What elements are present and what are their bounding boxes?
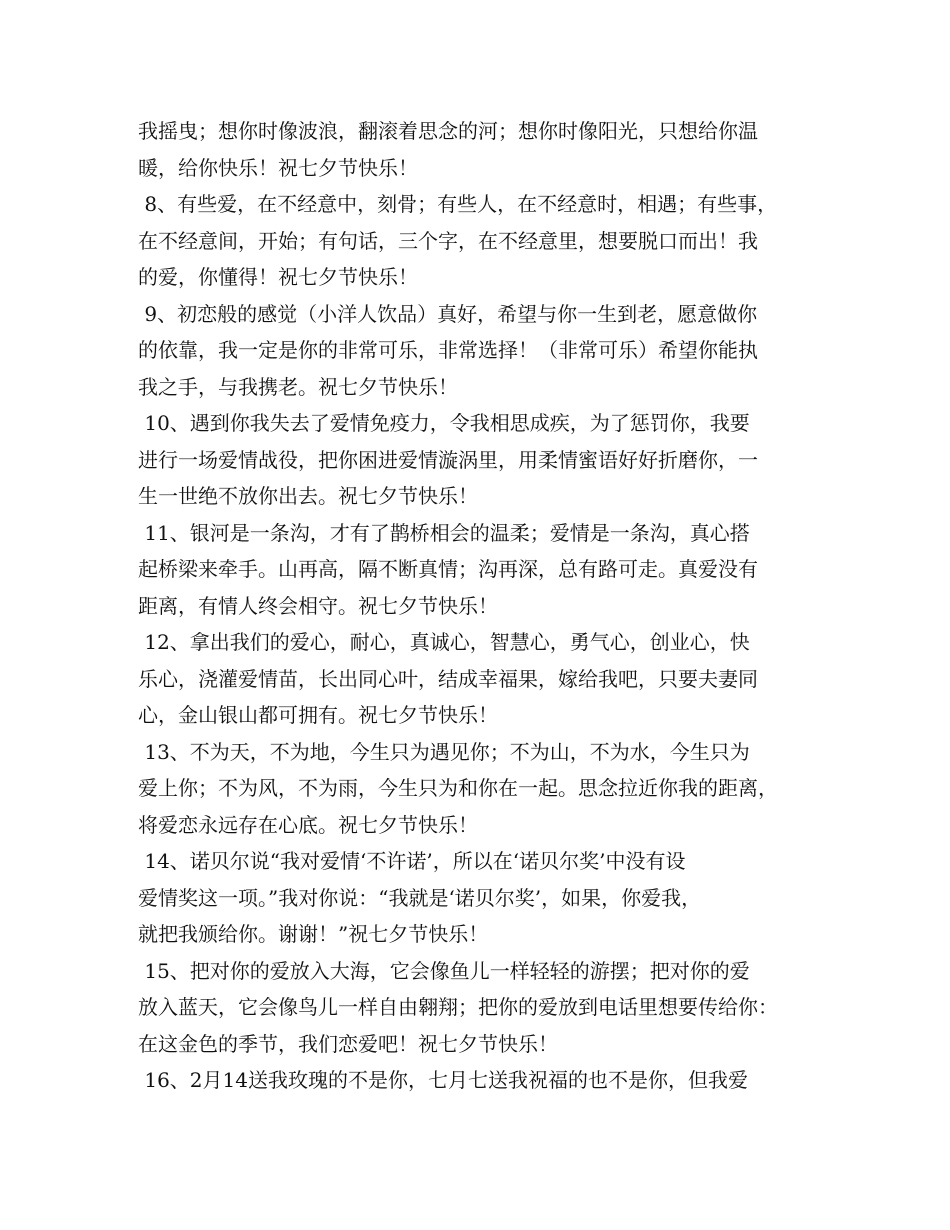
text-line: 生一世绝不放你出去。祝七夕节快乐！ <box>138 484 478 508</box>
text-line: 暖，给你快乐！祝七夕节快乐！ <box>138 155 418 180</box>
text-line: 将爱恋永远存在心底。祝七夕节快乐！ <box>138 812 478 837</box>
text-line: 就把我颁给你。谢谢！”祝七夕节快乐！ <box>138 922 489 946</box>
text-line: 的爱，你懂得！祝七夕节快乐！ <box>138 265 418 289</box>
text-line: 我之手，与我携老。祝七夕节快乐！ <box>138 374 458 399</box>
text-line: 9、初恋般的感觉（小洋人饮品）真好，希望与你一生到老，愿意做你 <box>138 301 758 326</box>
text-line: 10、遇到你我失去了爱情免疫力，令我相思成疾，为了惩罚你，我要 <box>138 411 750 435</box>
text-line: 14、诺贝尔说“我对爱情‘不许诺’，所以在‘诺贝尔奖’中没有设 <box>138 849 686 873</box>
text-line: 13、不为天，不为地，今生只为遇见你；不为山，不为水，今生只为 <box>138 739 750 764</box>
body-text <box>138 113 828 1099</box>
text-line: 在不经意间，开始；有句话，三个字，在不经意里，想要脱口而出！我 <box>138 228 758 253</box>
text-line: 爱情奖这一项。”我对你说：“我就是‘诺贝尔奖’，如果，你爱我， <box>138 885 702 910</box>
text-line: 11、银河是一条沟，才有了鹊桥相会的温柔；爱情是一条沟，真心搭 <box>138 520 750 545</box>
text-line: 在这金色的季节，我们恋爱吧！祝七夕节快乐！ <box>138 1031 558 1056</box>
text-line: 12、拿出我们的爱心，耐心，真诚心，智慧心，勇气心，创业心，快 <box>138 630 750 654</box>
text-line: 8、有些爱，在不经意中，刻骨；有些人，在不经意时，相遇；有些事， <box>138 192 778 216</box>
text-line: 进行一场爱情战役，把你困进爱情漩涡里，用柔情蜜语好好折磨你，一 <box>138 447 758 472</box>
text-line: 起桥梁来牵手。山再高，隔不断真情；沟再深，总有路可走。真爱没有 <box>138 557 758 581</box>
text-line: 我摇曳；想你时像波浪，翻滚着思念的河；想你时像阳光，只想给你温 <box>138 119 758 143</box>
text-line: 15、把对你的爱放入大海，它会像鱼儿一样轻轻的游摆；把对你的爱 <box>138 958 750 983</box>
text-line: 乐心，浇灌爱情苗，长出同心叶，结成幸福果，嫁给我吧，只要夫妻同 <box>138 666 758 691</box>
text-line: 的依靠，我一定是你的非常可乐，非常选择！（非常可乐）希望你能执 <box>138 338 758 362</box>
text-line: 心，金山银山都可拥有。祝七夕节快乐！ <box>138 703 498 727</box>
text-line: 16、2月14送我玫瑰的不是你，七月七送我祝福的也不是你，但我爱 <box>138 1068 748 1092</box>
text-line: 距离，有情人终会相守。祝七夕节快乐！ <box>138 593 498 618</box>
text-line: 放入蓝天，它会像鸟儿一样自由翱翔；把你的爱放到电话里想要传给你： <box>138 995 778 1019</box>
text-line: 爱上你；不为风，不为雨，今生只为和你在一起。思念拉近你我的距离， <box>138 776 778 800</box>
